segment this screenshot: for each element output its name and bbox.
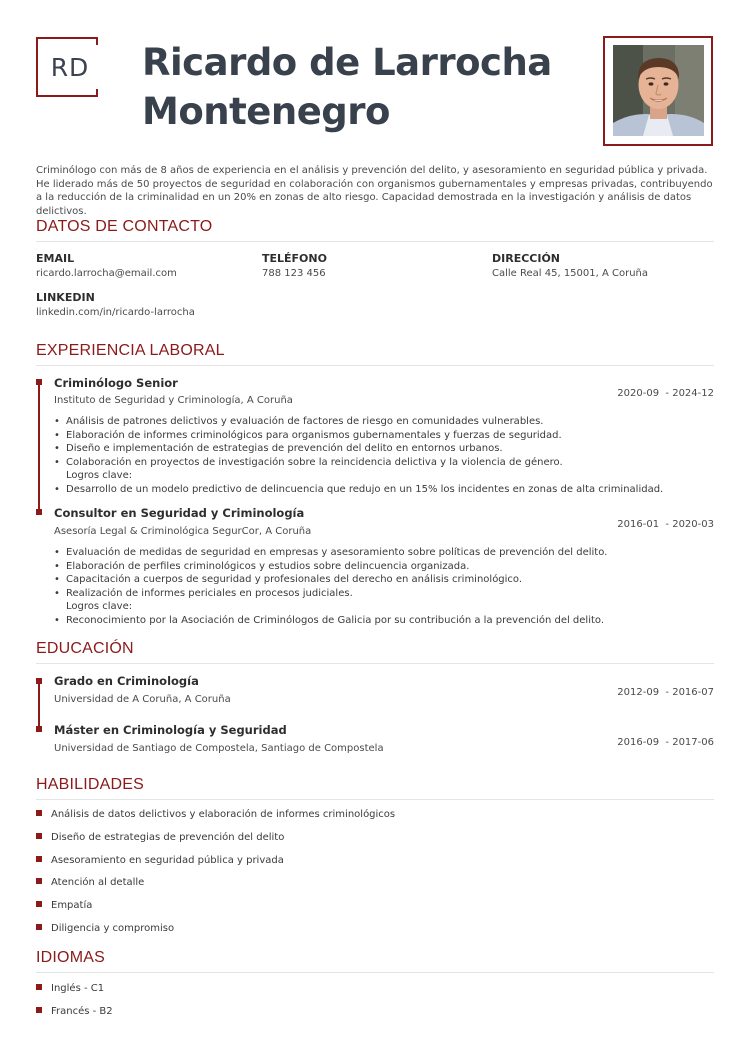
linkedin-label: LINKEDIN <box>36 291 95 304</box>
degree-institution: Universidad de A Coruña, A Coruña <box>54 694 231 705</box>
candidate-name <box>142 38 582 136</box>
degree-title: Grado en Criminología <box>54 674 199 688</box>
linkedin-value[interactable]: linkedin.com/in/ricardo-larrocha <box>36 307 195 318</box>
name-line-2: Montenegro <box>142 90 390 133</box>
monogram <box>36 37 98 97</box>
list-item: • Evaluación de medidas de seguridad en empresas y asesoramiento sobre políticas de prevención del delito. <box>54 546 694 560</box>
skill-label: Diligencia y compromiso <box>51 923 175 934</box>
section-title-experience: EXPERIENCIA LABORAL <box>36 342 225 359</box>
job-responsibilities <box>54 546 694 628</box>
language-item <box>36 1006 113 1017</box>
section-title-skills: HABILIDADES <box>36 776 145 793</box>
list-item: • Colaboración en proyectos de investigación sobre la reincidencia delictiva y la violencia de género. <box>54 456 694 470</box>
job-responsibilities <box>54 415 694 497</box>
language-label: Francés - B2 <box>51 1006 113 1017</box>
bullet-square-icon <box>36 901 42 907</box>
phone-value: 788 123 456 <box>262 268 326 279</box>
name-line-1: Ricardo de Larrocha <box>142 41 552 84</box>
bullet-square-icon <box>36 833 42 839</box>
timeline-line <box>38 380 40 510</box>
skill-item <box>36 877 144 888</box>
bullet-square-icon <box>36 1007 42 1013</box>
language-item <box>36 983 104 994</box>
skill-label: Asesoramiento en seguridad pública y privada <box>51 855 284 866</box>
degree-title: Máster en Criminología y Seguridad <box>54 723 287 737</box>
job-title: Criminólogo Senior <box>54 376 178 390</box>
job-dates: 2016-01 - 2020-03 <box>617 519 714 530</box>
email-label: EMAIL <box>36 252 75 265</box>
divider <box>36 799 714 800</box>
email-value[interactable]: ricardo.larrocha@email.com <box>36 268 177 279</box>
section-title-contact: DATOS DE CONTACTO <box>36 218 213 235</box>
bullet-square-icon <box>36 924 42 930</box>
list-item: • Reconocimiento por la Asociación de Criminólogos de Galicia por su contribución a la prevención del delito. <box>54 614 694 628</box>
skill-label: Atención al detalle <box>51 877 145 888</box>
bullet-square-icon <box>36 878 42 884</box>
profile-summary: Criminólogo con más de 8 años de experiencia en el análisis y prevención del delito, y asesoramiento en seguridad pública y privada. He liderado más de 50 proyectos de seguridad en colaboración con organismos gubernamentales y empresas privadas, contribuyendo a la reducción de la criminalidad en un 20% en zonas de alto riesgo. Capacidad demostrada en la investigación y análisis de datos delictivos. <box>36 165 713 217</box>
section-title-languages: IDIOMAS <box>36 949 105 966</box>
profile-photo-frame <box>603 36 713 146</box>
skill-label: Empatía <box>51 900 93 911</box>
skill-item <box>36 855 284 866</box>
address-value: Calle Real 45, 15001, A Coruña <box>492 268 649 279</box>
monogram-initials: RD <box>50 52 90 82</box>
bullet-square-icon <box>36 984 42 990</box>
list-item: • Análisis de patrones delictivos y evaluación de factores de riesgo en comunidades vulnerables. <box>54 415 694 429</box>
timeline-marker <box>36 379 42 385</box>
list-item: • Elaboración de informes criminológicos para organismos gubernamentales y fuerzas de seguridad. <box>54 429 694 443</box>
list-item: • Capacitación a cuerpos de seguridad y profesionales del derecho en análisis criminológico. <box>54 573 694 587</box>
skill-item <box>36 900 92 911</box>
phone-label: TELÉFONO <box>262 252 327 265</box>
job-organization: Instituto de Seguridad y Criminología, A Coruña <box>54 395 293 406</box>
job-title: Consultor en Seguridad y Criminología <box>54 506 305 520</box>
section-title-education: EDUCACIÓN <box>36 640 134 657</box>
job-dates: 2020-09 - 2024-12 <box>617 388 714 399</box>
skill-label: Análisis de datos delictivos y elaboración de informes criminológicos <box>51 809 396 820</box>
skill-item <box>36 923 174 934</box>
job-organization: Asesoría Legal & Criminológica SegurCor, A Coruña <box>54 526 312 537</box>
timeline-marker <box>36 509 42 515</box>
key-achievements-label: Logros clave: <box>66 601 133 613</box>
degree-dates: 2012-09 - 2016-07 <box>617 687 714 698</box>
address-label: DIRECCIÓN <box>492 252 561 265</box>
divider <box>36 663 714 664</box>
divider <box>36 365 714 366</box>
degree-dates: 2016-09 - 2017-06 <box>617 737 714 748</box>
divider <box>36 972 714 973</box>
bullet-square-icon <box>36 810 42 816</box>
list-item: • Diseño e implementación de estrategias de prevención del delito en entornos urbanos. <box>54 442 694 456</box>
skill-item <box>36 809 395 820</box>
language-label: Inglés - C1 <box>51 983 105 994</box>
divider <box>36 241 714 242</box>
skill-item <box>36 832 284 843</box>
key-achievements-label: Logros clave: <box>66 470 133 482</box>
profile-photo <box>613 45 704 136</box>
timeline-line <box>38 680 40 729</box>
list-item: • Desarrollo de un modelo predictivo de delincuencia que redujo en un 15% los incidentes en zonas de alta criminalidad. <box>54 483 694 497</box>
skill-label: Diseño de estrategias de prevención del delito <box>51 832 285 843</box>
timeline-marker <box>36 678 42 684</box>
list-item: • Elaboración de perfiles criminológicos y estudios sobre delincuencia organizada. <box>54 560 694 574</box>
list-item: • Realización de informes periciales en procesos judiciales. <box>54 587 694 601</box>
degree-institution: Universidad de Santiago de Compostela, Santiago de Compostela <box>54 743 384 754</box>
bullet-square-icon <box>36 856 42 862</box>
timeline-marker <box>36 726 42 732</box>
